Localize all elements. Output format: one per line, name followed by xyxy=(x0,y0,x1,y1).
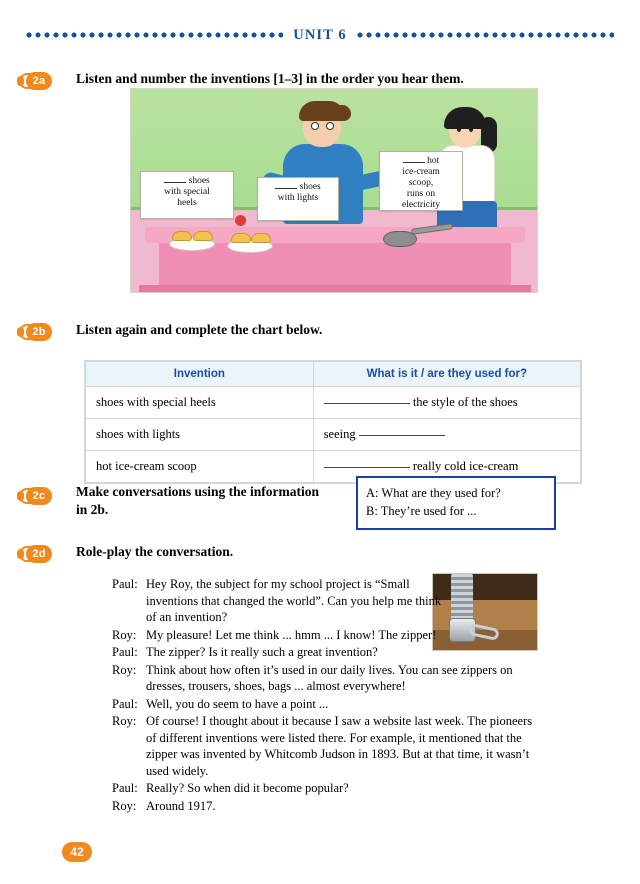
activity-badge-2d: 2d xyxy=(26,545,52,563)
card-1-line-1: shoes xyxy=(188,176,210,186)
instruction-2c: Make conversations using the information in 2b. xyxy=(76,484,319,517)
card-3-line-1: hot xyxy=(427,156,440,166)
chart-blank-3[interactable] xyxy=(324,467,410,468)
card-shoes-special-heels xyxy=(140,171,234,219)
girl-right-eye xyxy=(469,127,473,132)
card-2-blank xyxy=(275,188,297,189)
list-item xyxy=(112,627,542,644)
roleplay-text-4: Think about how often it’s used in our daily lives. You can see zippers on dresses, trousers, shoes, bags ... almost everywhere! xyxy=(146,662,513,693)
list-item xyxy=(112,644,542,661)
roleplay-speaker-6: Roy: xyxy=(112,714,137,728)
sample-dialogue-box xyxy=(356,476,556,530)
list-item xyxy=(112,713,542,779)
boy-left-eye xyxy=(311,122,319,130)
shoe-heel-left xyxy=(172,231,192,241)
card-1-line-3: heels xyxy=(177,198,197,208)
chart-cell-usedfor-3-text: really cold ice-cream xyxy=(412,459,519,473)
card-3-line-5: electricity xyxy=(402,200,440,210)
chart-table xyxy=(85,361,581,483)
page-number: 42 xyxy=(62,842,92,862)
sample-dialogue-line-b: B: They’re used for ... xyxy=(366,504,477,518)
roleplay-speaker-5: Paul: xyxy=(112,696,138,711)
activity-badge-2c: 2c xyxy=(26,487,52,505)
list-item xyxy=(112,576,542,626)
list-item xyxy=(112,780,542,797)
header-dots-right xyxy=(357,32,614,38)
chart-header-invention: Invention xyxy=(86,362,314,387)
unit-title: UNIT 6 xyxy=(293,26,347,43)
table-front-edge xyxy=(139,285,531,293)
card-2-line-1: shoes xyxy=(299,182,321,192)
roleplay-speaker-3: Paul: xyxy=(112,645,138,659)
card-3-line-2: ice-cream xyxy=(402,167,440,177)
roleplay-speaker-4: Roy: xyxy=(112,662,137,677)
activity-badge-2b: 2b xyxy=(26,323,52,341)
card-shoes-with-lights xyxy=(257,177,339,221)
header-dots-left xyxy=(26,32,283,38)
shoe-light-right xyxy=(251,233,271,243)
roleplay-text-7: Really? So when did it become popular? xyxy=(146,781,349,795)
card-2-line-2: with lights xyxy=(277,193,319,203)
chart-cell-usedfor-2-text: seeing xyxy=(323,427,356,441)
card-1-blank xyxy=(164,182,186,183)
card-3-blank xyxy=(403,162,425,163)
chart-cell-invention-2: shoes with lights xyxy=(86,419,314,451)
chart-header-row xyxy=(86,362,581,387)
roleplay-text-1: Hey Roy, the subject for my school project is “Small inventions that changed the world”. Can you help me think of an invention? xyxy=(146,577,442,624)
roleplay-text-3: The zipper? Is it really such a great invention? xyxy=(146,645,378,659)
roleplay-dialogue xyxy=(112,576,542,815)
roleplay-speaker-7: Paul: xyxy=(112,781,138,795)
shoe-light-left xyxy=(231,233,251,243)
instruction-2d: Role-play the conversation. xyxy=(76,544,234,559)
roleplay-speaker-8: Roy: xyxy=(112,798,137,813)
chart-inventions xyxy=(84,360,582,484)
card-1-line-2: with special xyxy=(164,187,210,197)
chart-blank-2[interactable] xyxy=(359,435,445,436)
shoe-heel-right xyxy=(193,231,213,241)
red-marker-ball xyxy=(235,215,246,226)
roleplay-speaker-1: Paul: xyxy=(112,577,138,591)
chart-cell-usedfor-1 xyxy=(313,387,580,419)
chart-header-used-for: What is it / are they used for? xyxy=(313,362,580,387)
roleplay-text-2: My pleasure! Let me think ... hmm ... I know! The zipper! xyxy=(146,627,437,642)
sample-dialogue-line-a: A: What are they used for? xyxy=(366,486,501,500)
card-3-line-3: scoop, xyxy=(408,178,434,188)
chart-cell-invention-1: shoes with special heels xyxy=(86,387,314,419)
page-header xyxy=(0,22,640,48)
activity-badge-2a: 2a xyxy=(26,72,52,90)
boy-hair-side xyxy=(337,105,351,121)
chart-cell-invention-3: hot ice-cream scoop xyxy=(86,451,314,483)
card-3-line-4: runs on xyxy=(406,189,436,199)
instruction-2b: Listen again and complete the chart below. xyxy=(76,322,323,337)
table-row xyxy=(86,419,581,451)
boy-right-eye xyxy=(326,122,334,130)
chart-blank-1[interactable] xyxy=(324,403,410,404)
chart-cell-usedfor-1-text: the style of the shoes xyxy=(412,395,518,409)
list-item xyxy=(112,662,542,695)
roleplay-speaker-2: Roy: xyxy=(112,627,137,642)
illustration-inventions-table xyxy=(130,88,538,293)
roleplay-text-5: Well, you do seem to have a point ... xyxy=(146,696,329,711)
card-hot-ice-cream-scoop xyxy=(379,151,463,211)
list-item xyxy=(112,798,542,815)
roleplay-text-8: Around 1917. xyxy=(146,798,216,813)
instruction-2a: Listen and number the inventions [1–3] in the order you hear them. xyxy=(76,71,464,86)
chart-cell-usedfor-2 xyxy=(313,419,580,451)
girl-left-eye xyxy=(457,127,461,132)
roleplay-text-6: Of course! I thought about it because I saw a website last week. The pioneers of different inventions were listed there. For example, it mentioned that the zipper was invented by Whitcomb Judson in 1893. But at that time, it wasn’t used widely. xyxy=(146,714,533,778)
list-item xyxy=(112,696,542,713)
table-row xyxy=(86,387,581,419)
ice-cream-scoop-bowl xyxy=(383,231,417,247)
